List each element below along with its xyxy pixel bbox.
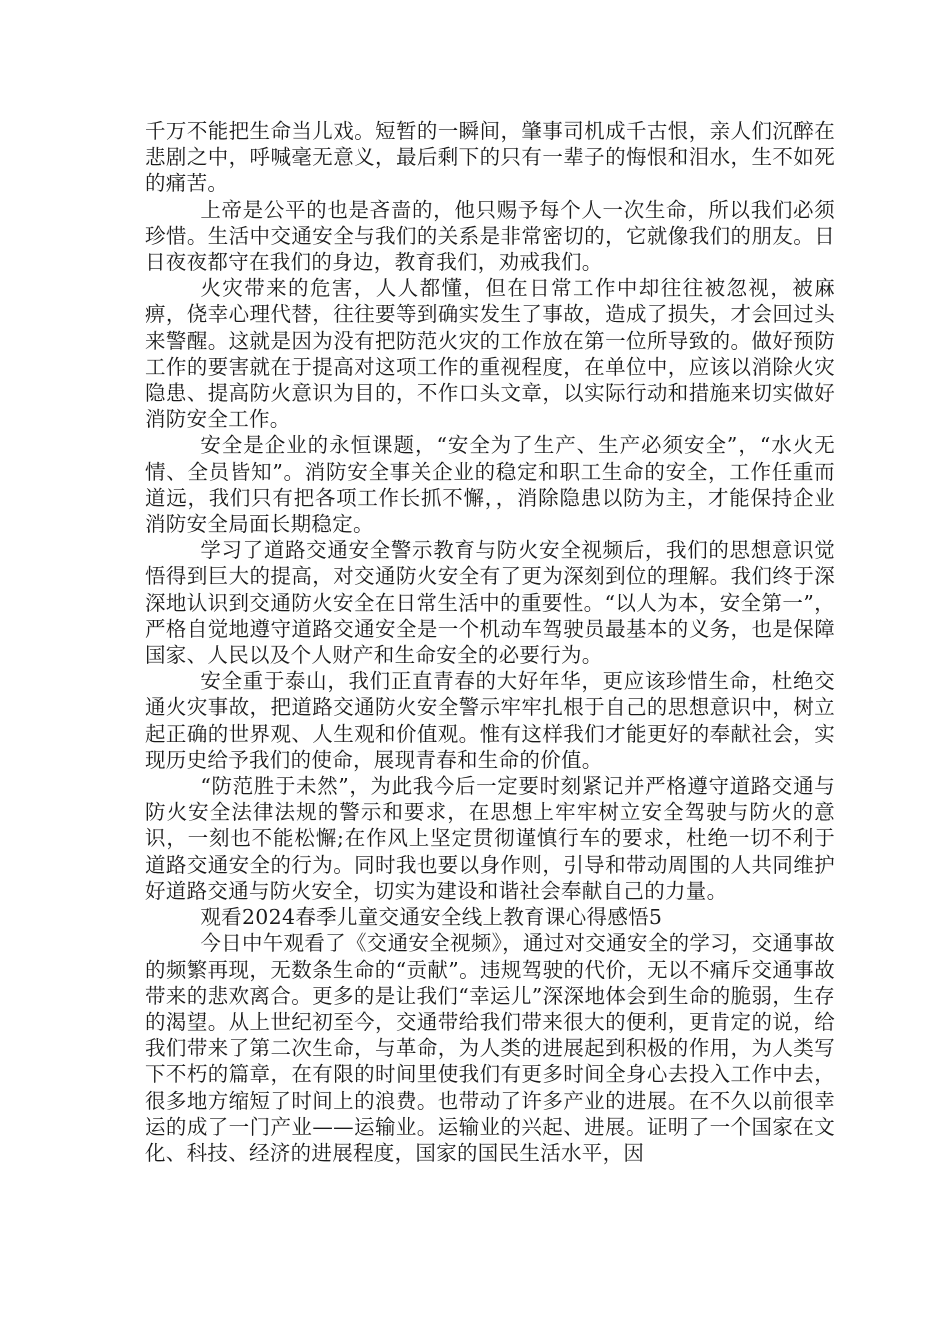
paragraph-8: 今日中午观看了《交通安全视频》，通过对交通安全的学习，交通事故的频繁再现，无数条生命的“贡献”。违规驾驶的代价，无以不痛斥交通事故带来的悲欢离合。更多的是让我们“幸运儿”深深地体会到生命的脆弱，生存的渴望。从上世纪初至今，交通带给我们带来很大的便利，更肯定的说，给我们带来了第二次生命，与革命，为人类的进展起到积极的作用，为人类写下不朽的篇章，在有限的时间里使我们有更多时间全身心去投入工作中去，很多地方缩短了时间上的浪费。也带动了许多产业的进展。在不久以前很幸运的成了一门产业——运输业。运输业的兴起、进展。证明了一个国家在文化、科技、经济的进展程度，国家的国民生活水平，因 bbox=[145, 931, 835, 1165]
paragraph-3: 火灾带来的危害，人人都懂，但在日常工作中却往往被忽视，被麻痹，侥幸心理代替，往往要等到确实发生了事故，造成了损失，才会回过头来警醒。这就是因为没有把防范火灾的工作放在第一位所导致的。做好预防工作的要害就在于提高对这项工作的重视程度，在单位中，应该以消除火灾隐患、提高防火意识为目的，不作口头文章，以实际行动和措施来切实做好消防安全工作。 bbox=[145, 276, 835, 432]
paragraph-7: “防范胜于未然”，为此我今后一定要时刻紧记并严格遵守道路交通与防火安全法律法规的警示和要求，在思想上牢牢树立安全驾驶与防火的意识，一刻也不能松懈;在作风上坚定贯彻谨慎行车的要求，杜绝一切不利于道路交通安全的行为。同时我也要以身作则，引导和带动周围的人共同维护好道路交通与防火安全，切实为建设和谐社会奉献自己的力量。 bbox=[145, 774, 835, 903]
paragraph-5: 学习了道路交通安全警示教育与防火安全视频后，我们的思想意识觉悟得到巨大的提高，对交通防火安全有了更为深刻到位的理解。我们终于深深地认识到交通防火安全在日常生活中的重要性。“以人为本，安全第一”，严格自觉地遵守道路交通安全是一个机动车驾驶员最基本的义务，也是保障国家、人民以及个人财产和生命安全的必要行为。 bbox=[145, 538, 835, 668]
paragraph-2: 上帝是公平的也是吝啬的，他只赐予每个人一次生命，所以我们必须珍惜。生活中交通安全与我们的关系是非常密切的，它就像我们的朋友。日日夜夜都守在我们的身边，教育我们，劝戒我们。 bbox=[145, 197, 835, 275]
paragraph-6: 安全重于泰山，我们正直青春的大好年华，更应该珍惜生命，杜绝交通火灾事故，把道路交通防火安全警示牢牢扎根于自己的思想意识中，树立起正确的世界观、人生观和价值观。惟有这样我们才能更好的奉献社会，实现历史给予我们的使命，展现青春和生命的价值。 bbox=[145, 669, 835, 772]
paragraph-4: 安全是企业的永恒课题，“安全为了生产、生产必须安全”，“水火无情、全员皆知”。消防安全事关企业的稳定和职工生命的安全，工作任重而道远，我们只有把各项工作长抓不懈，，消除隐患以防为主，才能保持企业消防安全局面长期稳定。 bbox=[145, 433, 835, 537]
document-page bbox=[145, 118, 835, 1166]
paragraph-1: 千万不能把生命当儿戏。短暂的一瞬间，肇事司机成千古恨，亲人们沉醉在悲剧之中，呼喊毫无意义，最后剩下的只有一辈子的悔恨和泪水，生不如死的痛苦。 bbox=[145, 119, 835, 196]
section-heading: 观看2024春季儿童交通安全线上教育课心得感悟5 bbox=[200, 905, 663, 930]
